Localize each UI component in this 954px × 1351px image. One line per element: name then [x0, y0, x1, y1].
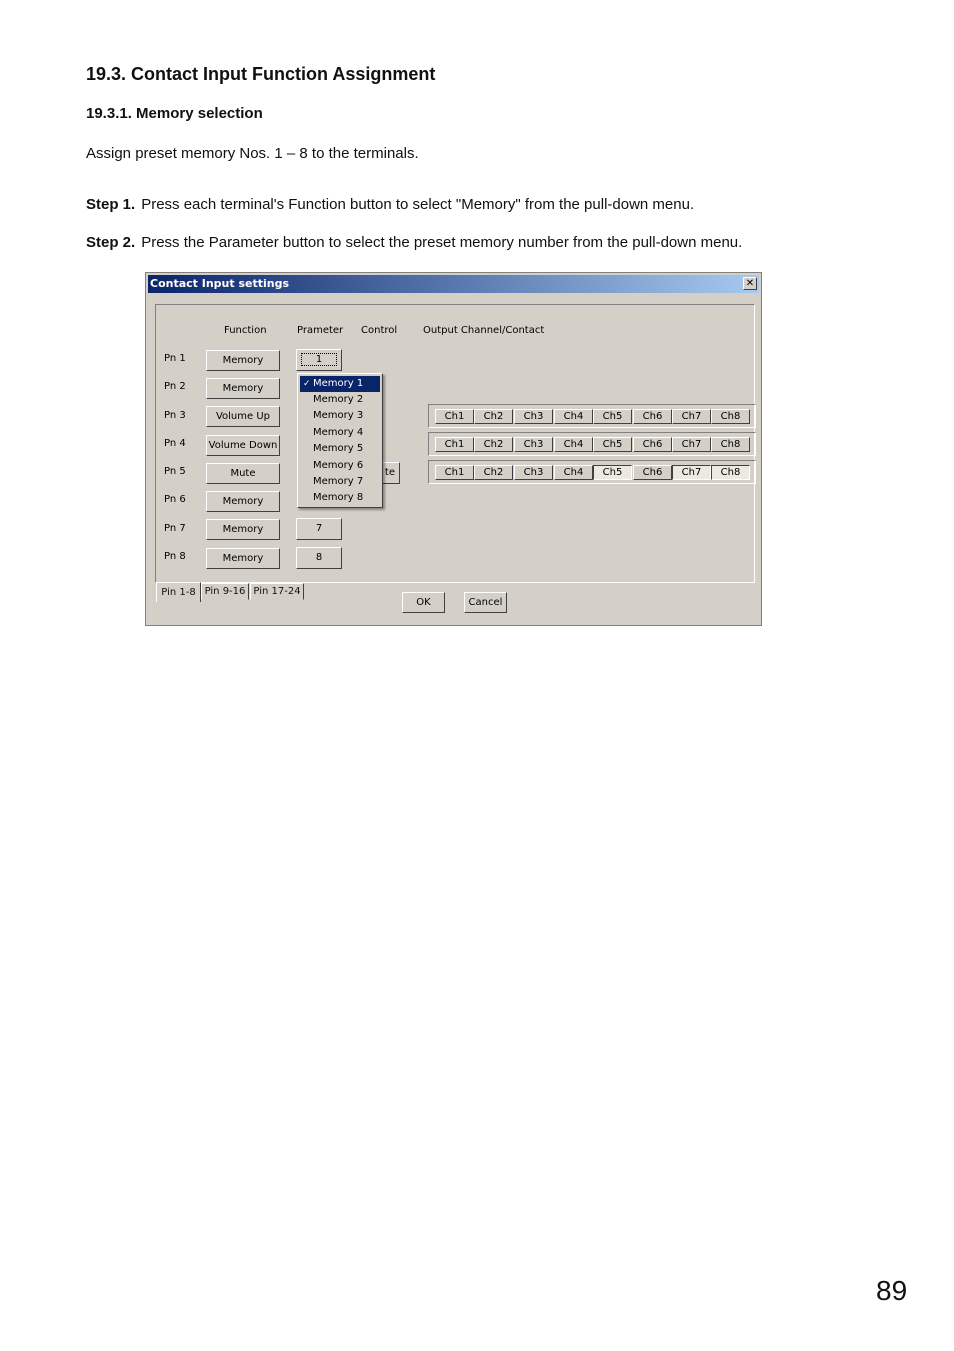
function-button-pin7[interactable]: Memory: [206, 519, 280, 540]
channel-button[interactable]: Ch3: [514, 465, 553, 480]
channel-button[interactable]: Ch8: [711, 409, 750, 424]
channel-button[interactable]: Ch8: [711, 465, 750, 480]
menu-item-memory-2[interactable]: Memory 2: [313, 394, 364, 405]
header-control: Control: [361, 325, 398, 336]
channel-button[interactable]: Ch1: [435, 409, 474, 424]
pin-label: Pn 3: [164, 410, 186, 421]
pin-label: Pn 6: [164, 494, 186, 505]
pin-label: Pn 1: [164, 353, 186, 364]
step-1-text: Press each terminal's Function button to select "Memory" from the pull-down menu.: [141, 196, 695, 213]
function-button-pin2[interactable]: Memory: [206, 378, 280, 399]
tab-pin-1-8[interactable]: Pin 1-8: [156, 582, 201, 602]
channel-button[interactable]: Ch5: [593, 465, 632, 480]
step-2-label: Step 2.: [86, 234, 136, 251]
tab-pin-9-16[interactable]: Pin 9-16: [201, 583, 249, 600]
pin-label: Pn 2: [164, 381, 186, 392]
channel-button[interactable]: Ch2: [474, 409, 513, 424]
channel-button[interactable]: Ch4: [554, 437, 593, 452]
step-1-label: Step 1.: [86, 196, 136, 213]
menu-item-memory-5[interactable]: Memory 5: [313, 443, 364, 454]
pin-label: Pn 5: [164, 466, 186, 477]
ok-button[interactable]: OK: [402, 592, 445, 613]
channel-button[interactable]: Ch5: [593, 409, 632, 424]
control-button-pin5[interactable]: te: [369, 462, 400, 484]
function-button-pin3[interactable]: Volume Up: [206, 406, 280, 427]
channel-group-pin5: [428, 460, 756, 484]
channel-button[interactable]: Ch2: [474, 465, 513, 480]
channel-button[interactable]: Ch2: [474, 437, 513, 452]
channel-button[interactable]: Ch6: [633, 465, 672, 480]
menu-item-label: Memory 1: [313, 378, 364, 389]
step-2-text: Press the Parameter button to select the preset memory number from the pull-down menu.: [141, 234, 743, 251]
close-icon[interactable]: ✕: [743, 277, 757, 290]
dialog-titlebar: [148, 275, 759, 293]
parameter-button-pin1[interactable]: [296, 349, 342, 371]
channel-button[interactable]: Ch7: [672, 409, 711, 424]
pin-label: Pn 7: [164, 523, 186, 534]
function-button-pin1[interactable]: Memory: [206, 350, 280, 371]
check-icon: ✓: [303, 379, 311, 389]
page-number: 89: [876, 1275, 908, 1306]
channel-button[interactable]: Ch4: [554, 409, 593, 424]
channel-button[interactable]: Ch1: [435, 465, 474, 480]
channel-button[interactable]: Ch6: [633, 409, 672, 424]
channel-group-pin3: [428, 404, 756, 428]
channel-button[interactable]: Ch1: [435, 437, 474, 452]
channel-button[interactable]: Ch6: [633, 437, 672, 452]
function-button-pin4[interactable]: Volume Down: [206, 435, 280, 456]
parameter-dropdown-menu: [297, 373, 383, 508]
function-button-pin6[interactable]: Memory: [206, 491, 280, 512]
channel-button[interactable]: Ch8: [711, 437, 750, 452]
menu-item-memory-7[interactable]: Memory 7: [313, 476, 364, 487]
dialog-title: Contact Input settings: [150, 277, 290, 290]
contact-input-dialog: [145, 272, 762, 626]
parameter-button-pin8[interactable]: 8: [296, 547, 342, 569]
channel-button[interactable]: Ch5: [593, 437, 632, 452]
parameter-button-pin7[interactable]: 7: [296, 518, 342, 540]
menu-item-memory-4[interactable]: Memory 4: [313, 427, 364, 438]
channel-button[interactable]: Ch3: [514, 409, 553, 424]
menu-item-memory-8[interactable]: Memory 8: [313, 492, 364, 503]
intro-text: Assign preset memory Nos. 1 – 8 to the terminals.: [86, 145, 419, 162]
channel-button[interactable]: Ch4: [554, 465, 593, 480]
header-output: Output Channel/Contact: [423, 325, 545, 336]
cancel-button[interactable]: Cancel: [464, 592, 507, 613]
pins-panel: [155, 304, 755, 583]
menu-item-memory-1[interactable]: [300, 376, 380, 392]
step-1: [86, 196, 694, 213]
function-button-pin5[interactable]: Mute: [206, 463, 280, 484]
pin-label: Pn 8: [164, 551, 186, 562]
channel-button[interactable]: Ch7: [672, 437, 711, 452]
channel-button[interactable]: Ch3: [514, 437, 553, 452]
header-function: Function: [224, 325, 267, 336]
step-2: [86, 234, 742, 251]
tab-pin-17-24[interactable]: Pin 17-24: [250, 583, 304, 600]
pin-label: Pn 4: [164, 438, 186, 449]
channel-group-pin4: [428, 432, 756, 456]
parameter-value: 1: [302, 354, 336, 365]
function-button-pin8[interactable]: Memory: [206, 548, 280, 569]
section-title: 19.3. Contact Input Function Assignment: [86, 64, 436, 84]
menu-item-memory-6[interactable]: Memory 6: [313, 460, 364, 471]
header-parameter: Prameter: [297, 325, 344, 336]
subsection-title: 19.3.1. Memory selection: [86, 105, 263, 122]
menu-item-memory-3[interactable]: Memory 3: [313, 410, 364, 421]
channel-button[interactable]: Ch7: [672, 465, 711, 480]
